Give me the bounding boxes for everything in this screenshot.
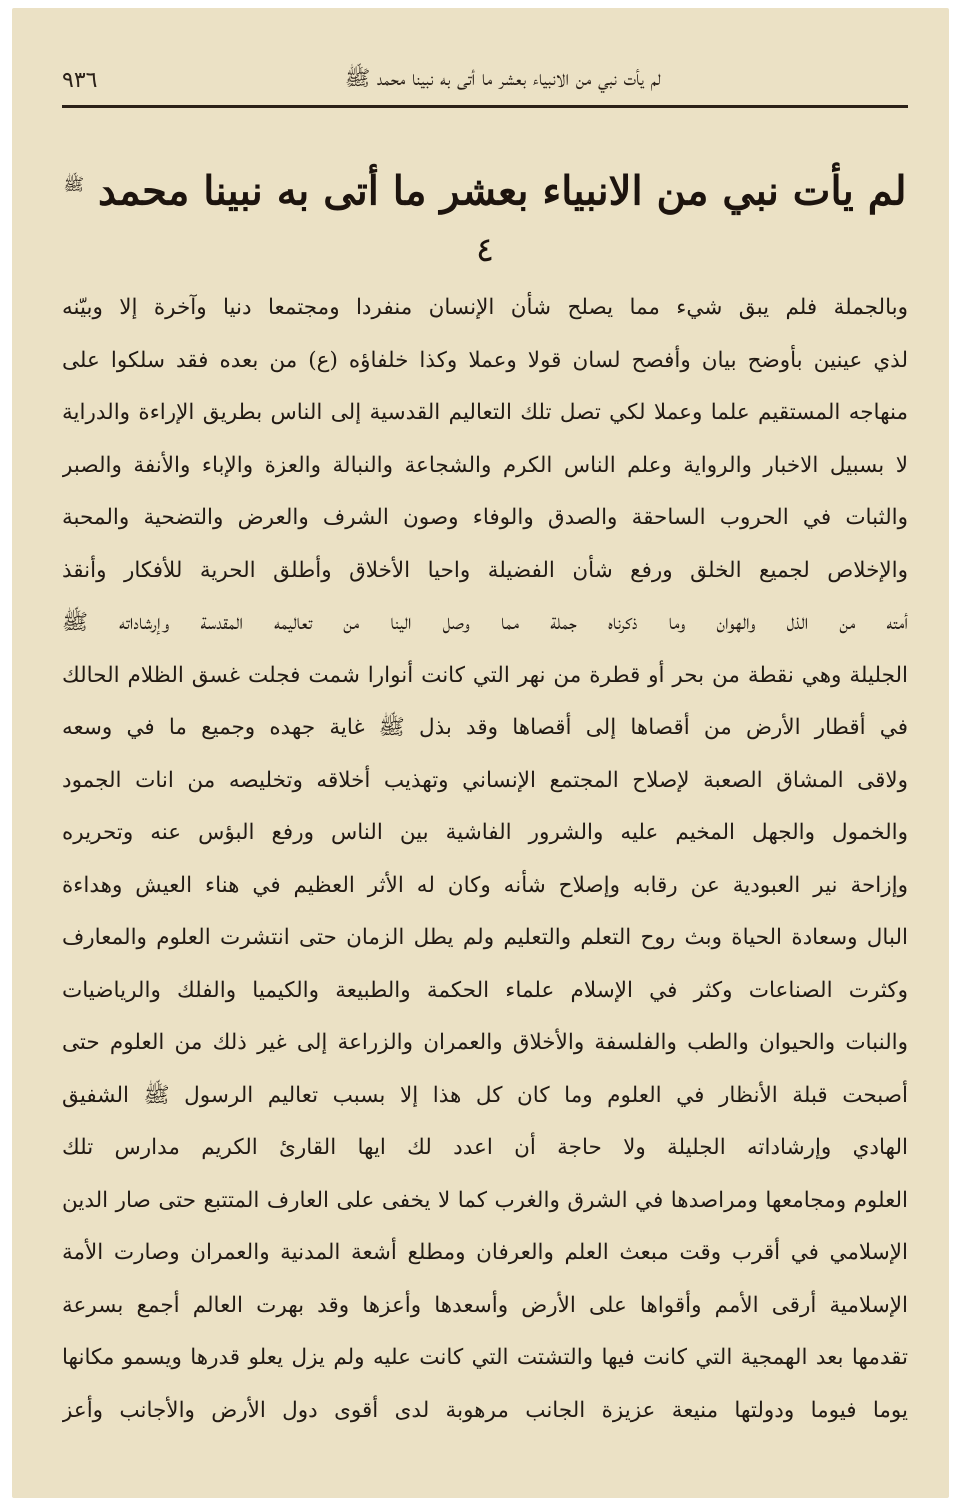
chapter-title-text: لم يأت نبي من الانبياء بعشر ما أتى به نبينا محمد [97,167,907,215]
text-line: أصبحت قبلة الأنظار في العلوم وما كان كل هذا إلا بسبب تعاليم الرسول ﷺ الشفيق [62,1082,908,1108]
page-content [62,8,908,1498]
running-header [62,60,908,100]
book-page [12,8,949,1498]
text-line: والثبات في الحروب الساحقة والصدق والوفاء وصون الشرف والعرض والتضحية والمحبة [62,505,908,530]
text-line: الإسلامية أرقى الأمم وأقواها على الأرض وأسعدها وأعزها وقد بهرت العالم أجمع بسرعة [62,1292,908,1318]
text-line: لا بسبيل الاخبار والرواية وعلم الناس الكرم والشجاعة والنبالة والعزة والإباء والأنفة والصبر [62,452,908,478]
text-line: وكثرت الصناعات وكثر في الإسلام علماء الحكمة والطبيعة والكيميا والفلك والرياضيات [62,977,908,1003]
text-line: العلوم ومجامعها ومراصدها في الشرق والغرب كما لا يخفى على العارف المتتبع حتى صار الدين [62,1187,908,1213]
text-line: تقدمها بعد الهمجية التي كانت فيها والتشتت التي كانت عليه ولم يزل يعلو قدرها ويسمو مكانها [62,1345,908,1370]
text-line: الهادي وإرشاداته الجليلة ولا حاجة أن اعدد لك ايها القارئ الكريم مدارس تلك [62,1135,908,1160]
text-line: وبالجملة فلم يبق شيء مما يصلح شأن الإنسان منفردا ومجتمعا دنيا وآخرة إلا وبيّنه [62,295,908,320]
text-line: والخمول والجهل المخيم عليه والشرور الفاشية بين الناس ورفع البؤس عنه وتحريره [62,820,908,845]
chapter-title [62,156,908,220]
running-header-title: لم يأت نبي من الانبياء بعشر ما أتى به نبينا محمد ﷺ [344,65,661,90]
text-line: البال وسعادة الحياة وبث روح التعلم والتعليم ولم يطل الزمان حتى انتشرت العلوم والمعارف [62,925,908,950]
text-line: في أقطار الأرض من أقصاها إلى أقصاها وقد بذل ﷺ غاية جهده وجميع ما في وسعه [62,715,908,740]
body-text [62,282,908,1437]
text-line: منهاجه المستقيم علما وعملا لكي تصل تلك التعاليم القدسية إلى الناس بطريق الإراءة والدراية [62,400,908,425]
text-line: الجليلة وهي نقطة من بحر أو قطرة من نهر التي كانت أنوارا شمت فجلت غسق الظلام الحالك [62,662,908,688]
text-line: أمته من الذل والهوان وما ذكرناه جملة مما وصل الينا من تعاليمه المقدسة وإرشاداته ﷺ [62,610,908,635]
text-line: يوما فيوما ودولتها منيعة عزيزة الجانب مرهوبة لدى أقوى دول الأرض والأجانب وأعز [62,1397,908,1423]
text-line: ولاقى المشاق الصعبة لإصلاح المجتمع الإنساني وتهذيب أخلاقه وتخليصه من انات الجمود [62,767,908,793]
text-line: لذي عينين بأوضح بيان وأفصح لسان قولا وعملا وكذا خلفاؤه (ع) من بعده فقد سلكوا على [62,347,908,373]
salutation-glyph: ﷺ [63,175,85,195]
text-line: الإسلامي في أقرب وقت مبعث العلم والعرفان ومطلع أشعة المدنية والعمران وصارت الأمة [62,1240,908,1265]
text-line: والإخلاص لجميع الخلق ورفع شأن الفضيلة واحيا الأخلاق وأطلق الحرية للأفكار وأنقذ [62,557,908,583]
page-number: ٩٣٦ [62,67,98,93]
text-line: والنبات والحيوان والطب والفلسفة والأخلاق والعمران والزراعة إلى غير ذلك من العلوم حتى [62,1030,908,1055]
chapter-mark: ٤ [475,230,495,270]
header-rule [62,105,908,108]
text-line: وإزاحة نير العبودية عن رقابه وإصلاح شأنه وكان له الأثر العظيم في هناء العيش وهداءة [62,872,908,898]
